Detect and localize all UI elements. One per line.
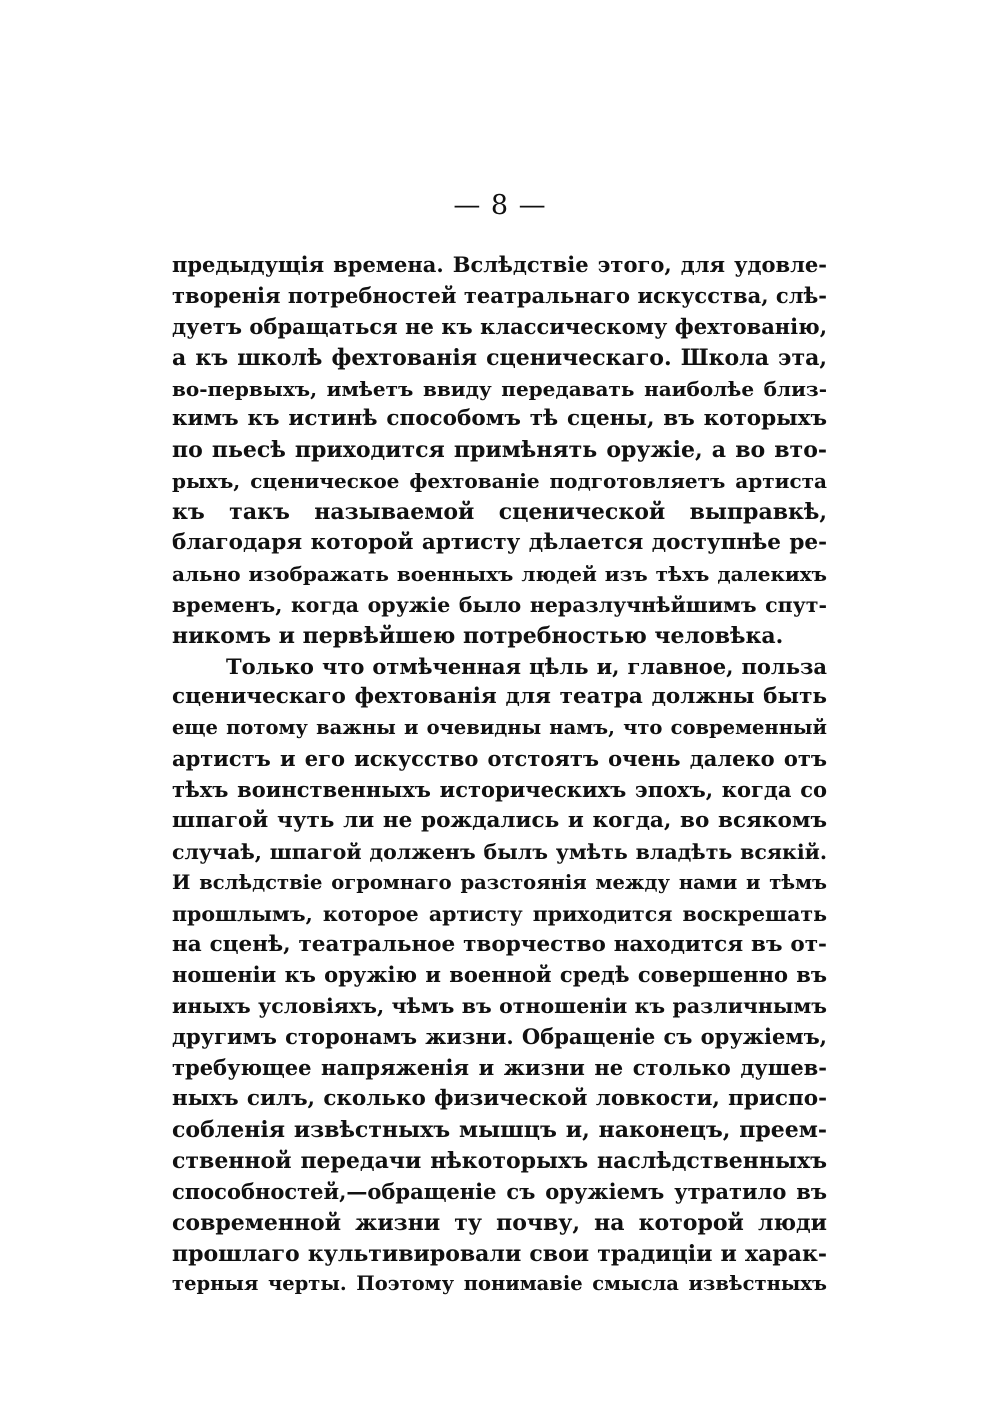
text-line: благодаря которой артисту дѣлается доступнѣе ре- — [172, 530, 827, 556]
text-line: рыхъ, сценическое фехтованіе подготовляетъ артиста — [172, 469, 827, 494]
text-line: требующее напряженія и жизни не столько душев- — [172, 1055, 827, 1081]
text-line: по пьесѣ приходится примѣнять оружіе, а во вто- — [172, 437, 827, 464]
text-line: а къ школѣ фехтованія сценическаго. Школа эта, — [172, 344, 827, 371]
text-line: И вслѣдствіе огромнаго разстоянія между нами и тѣмъ — [172, 870, 827, 894]
text-line: современной жизни ту почву, на которой люди — [172, 1209, 827, 1236]
text-line: артистъ и его искусство отстоятъ очень далеко отъ — [172, 746, 827, 772]
text-line: иныхъ условіяхъ, чѣмъ въ отношеніи къ различнымъ — [172, 994, 827, 1019]
body-text — [172, 250, 827, 1300]
text-line: дуетъ обращаться не къ классическому фехтованію, — [172, 313, 827, 339]
text-line: терныя черты. Поэтому понимавіе смысла извѣстныхъ — [172, 1272, 827, 1296]
text-line: предыдущія времена. Вслѣдствіе этого, для удовле- — [172, 252, 827, 277]
text-line: временъ, когда оружіе было неразлучнѣйшимъ спут- — [172, 592, 827, 617]
paragraph-first-line: Только что отмѣченная цѣль и, главное, польза — [226, 653, 827, 679]
text-line: ныхъ силъ, сколько физической ловкости, приспо- — [172, 1086, 827, 1112]
text-line: собленія извѣстныхъ мышцъ и, наконецъ, преем- — [172, 1116, 827, 1143]
text-line: ношеніи къ оружію и военной средѣ совершенно въ — [172, 962, 827, 988]
text-line: на сценѣ, театральное творчество находится въ от- — [172, 931, 827, 957]
text-line: ственной передачи нѣкоторыхъ наслѣдственныхъ — [172, 1147, 827, 1174]
text-line: прошлаго культивировали свои традиціи и харак- — [172, 1240, 827, 1267]
text-line: шпагой чуть ли не рождались и когда, во всякомъ — [172, 808, 827, 834]
paragraph-last-line: никомъ и первѣйшею потребностью человѣка. — [172, 622, 784, 649]
text-line: тѣхъ воинственныхъ историческихъ эпохъ, когда со — [172, 777, 827, 803]
text-line: случаѣ, шпагой долженъ былъ умѣть владѣть всякій. — [172, 839, 827, 864]
text-line: еще потому важны и очевидны намъ, что современный — [172, 716, 827, 740]
text-line: сценическаго фехтованія для театра должны быть — [172, 684, 827, 710]
text-line: къ такъ называемой сценической выправкѣ, — [172, 499, 827, 526]
text-line: способностей,—обращеніе съ оружіемъ утратило въ — [172, 1178, 827, 1204]
text-line: ально изображать военныхъ людей изъ тѣхъ далекихъ — [172, 561, 827, 586]
page-number: — 8 — — [453, 190, 547, 221]
text-line: творенія потребностей театральнаго искусства, слѣ- — [172, 282, 827, 308]
text-line: кимъ къ истинѣ способомъ тѣ сцены, въ которыхъ — [172, 406, 827, 432]
text-line: во-первыхъ, имѣетъ ввиду передавать наиболѣе близ- — [172, 376, 827, 401]
text-line: другимъ сторонамъ жизни. Обращеніе съ оружіемъ, — [172, 1024, 827, 1050]
text-line: прошлымъ, которое артисту приходится воскрешать — [172, 901, 827, 926]
